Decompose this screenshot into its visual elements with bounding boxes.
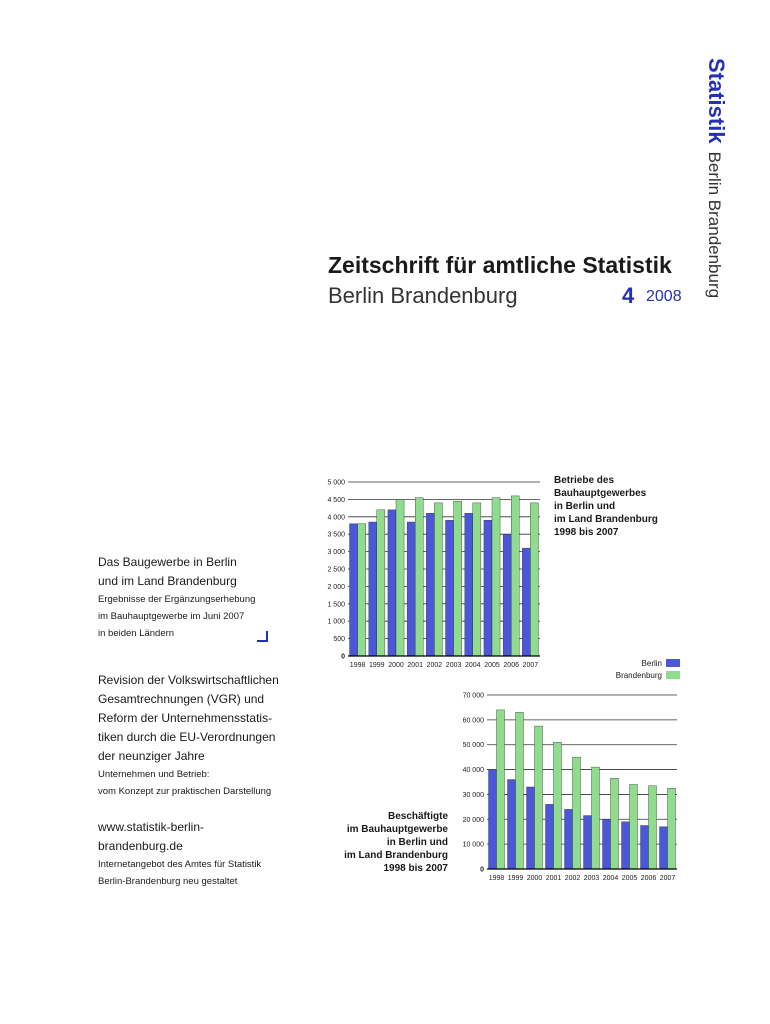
- bar-berlin: [584, 816, 592, 869]
- caption-line: im Land Brandenburg: [554, 514, 658, 525]
- toc-desc-line: vom Konzept zur praktischen Darstellung: [98, 786, 272, 797]
- bar-berlin: [660, 827, 668, 869]
- toc-title-line: brandenburg.de: [98, 839, 183, 853]
- y-tick-label: 60 000: [462, 717, 484, 725]
- bar-brandenburg: [434, 503, 442, 656]
- bar-brandenburg: [492, 498, 500, 656]
- toc-item-baugewerbe[interactable]: [98, 553, 255, 642]
- y-tick-label: 2 500: [327, 566, 345, 574]
- x-tick-label: 2002: [426, 662, 443, 669]
- bar-brandenburg: [535, 726, 543, 869]
- bar-berlin: [641, 826, 649, 870]
- toc-title: [98, 553, 255, 591]
- bar-brandenburg: [511, 496, 519, 656]
- chart-betriebe: [320, 472, 550, 672]
- x-tick-label: 2004: [602, 875, 619, 882]
- y-tick-label: 2 000: [327, 583, 345, 591]
- x-tick-label: 2001: [407, 662, 423, 669]
- x-tick-label: 1999: [507, 875, 524, 882]
- y-tick-label: 40 000: [462, 767, 484, 775]
- x-tick-label: 1999: [369, 662, 385, 669]
- y-tick-label: 500: [333, 636, 345, 644]
- toc-desc-line: in beiden Ländern: [98, 628, 175, 639]
- brand-main: Statistik: [704, 58, 729, 144]
- toc-desc-line: Berlin-Brandenburg neu gestaltet: [98, 876, 238, 887]
- bar-berlin: [603, 819, 611, 869]
- toc-title-line: und im Land Brandenburg: [98, 574, 237, 588]
- issue-year: 2008: [646, 288, 682, 305]
- x-tick-label: 2007: [659, 875, 676, 882]
- x-tick-label: 2005: [484, 662, 500, 669]
- x-tick-label: 2007: [522, 662, 539, 669]
- legend-swatch-berlin: [666, 659, 680, 667]
- bar-brandenburg: [592, 767, 600, 869]
- issue-number: 4: [622, 283, 635, 308]
- toc-title: [98, 671, 279, 766]
- caption-line: Beschäftigte: [387, 811, 448, 822]
- chart2-caption: [330, 810, 448, 875]
- corner-marker-icon: [257, 631, 268, 642]
- bar-berlin: [350, 524, 358, 656]
- bar-berlin: [565, 809, 573, 869]
- toc-item-website[interactable]: [98, 818, 261, 890]
- y-tick-label: 3 000: [327, 549, 345, 557]
- toc-desc-line: Unternehmen und Betrieb:: [98, 769, 210, 780]
- toc-desc-line: Internetangebot des Amtes für Statistik: [98, 859, 262, 870]
- bar-brandenburg: [473, 503, 481, 656]
- toc-item-vgr[interactable]: [98, 671, 279, 800]
- caption-line: in Berlin und: [386, 837, 448, 848]
- x-tick-label: 2002: [564, 875, 581, 882]
- x-tick-label: 2004: [465, 662, 481, 669]
- bar-brandenburg: [396, 499, 404, 656]
- toc-title-line: www.statistik-berlin-: [98, 820, 205, 834]
- chart-beschaeftigte: [455, 686, 687, 886]
- x-tick-label: 2000: [388, 662, 404, 669]
- bar-brandenburg: [415, 498, 423, 656]
- toc-title-line: tiken durch die EU-Verordnungen: [98, 730, 276, 744]
- toc-desc-line: Ergebnisse der Ergänzungserhebung: [98, 594, 256, 605]
- bar-brandenburg: [516, 712, 524, 869]
- x-tick-label: 2000: [526, 875, 543, 882]
- legend-label: Berlin: [641, 658, 662, 668]
- chart-legend: [590, 657, 680, 681]
- caption-line: Betriebe des: [554, 475, 615, 486]
- legend-item-berlin: [590, 657, 680, 669]
- caption-line: im Land Brandenburg: [344, 850, 448, 861]
- y-tick-label: 20 000: [462, 816, 484, 824]
- toc-desc: [98, 766, 279, 800]
- journal-subtitle: Berlin Brandenburg: [328, 283, 518, 308]
- bar-brandenburg: [668, 788, 676, 869]
- x-tick-label: 2001: [545, 875, 562, 882]
- bar-berlin: [527, 787, 535, 869]
- y-tick-label: 50 000: [462, 742, 484, 750]
- caption-line: 1998 bis 2007: [383, 863, 448, 874]
- toc-title: [98, 818, 261, 856]
- bar-brandenburg: [530, 503, 538, 656]
- y-tick-label: 5 000: [327, 479, 345, 487]
- toc-title-line: Reform der Unternehmensstatis-: [98, 711, 273, 725]
- legend-label: Brandenburg: [615, 670, 662, 680]
- bar-brandenburg: [630, 784, 638, 869]
- bar-berlin: [489, 770, 497, 869]
- bar-berlin: [508, 780, 516, 869]
- bar-berlin: [388, 510, 396, 656]
- bar-berlin: [546, 804, 554, 869]
- y-tick-label: 1 000: [327, 618, 345, 626]
- caption-line: im Bauhauptgewerbe: [346, 824, 448, 835]
- x-tick-label: 2003: [445, 662, 462, 669]
- caption-line: 1998 bis 2007: [554, 527, 619, 538]
- y-tick-label: 70 000: [462, 692, 484, 700]
- caption-line: Bauhauptgewerbes: [554, 488, 647, 499]
- y-tick-label: 4 000: [327, 514, 345, 522]
- toc-desc-line: im Bauhauptgewerbe im Juni 2007: [98, 611, 245, 622]
- bar-brandenburg: [454, 501, 462, 656]
- x-tick-label: 2003: [583, 875, 600, 882]
- legend-swatch-brandenburg: [666, 671, 680, 679]
- bar-brandenburg: [611, 778, 619, 869]
- bar-brandenburg: [573, 757, 581, 869]
- y-tick-label: 0: [341, 653, 345, 661]
- y-tick-label: 1 500: [327, 601, 345, 609]
- toc-title-line: Gesamtrechnungen (VGR) und: [98, 692, 265, 706]
- y-tick-label: 10 000: [462, 841, 484, 849]
- bar-brandenburg: [377, 510, 385, 656]
- bar-berlin: [426, 513, 434, 656]
- y-tick-label: 4 500: [327, 496, 345, 504]
- toc-title-line: der neunziger Jahre: [98, 749, 205, 763]
- bar-berlin: [369, 522, 377, 656]
- bar-berlin: [465, 513, 473, 656]
- bar-berlin: [446, 520, 454, 656]
- y-tick-label: 30 000: [462, 791, 484, 799]
- caption-line: in Berlin und: [554, 501, 616, 512]
- x-tick-label: 1998: [349, 662, 366, 669]
- x-tick-label: 2005: [621, 875, 638, 882]
- bar-berlin: [503, 534, 511, 656]
- y-tick-label: 0: [480, 866, 484, 874]
- x-tick-label: 1998: [488, 875, 505, 882]
- journal-title: Zeitschrift für amtliche Statistik: [328, 252, 672, 278]
- y-tick-label: 3 500: [327, 531, 345, 539]
- bar-brandenburg: [554, 742, 562, 869]
- bar-brandenburg: [358, 524, 366, 656]
- bar-berlin: [407, 522, 415, 656]
- x-tick-label: 2006: [503, 662, 519, 669]
- x-tick-label: 2006: [640, 875, 657, 882]
- brand-vertical: [701, 58, 729, 298]
- bar-brandenburg: [497, 710, 505, 869]
- toc-desc: [98, 856, 261, 890]
- brand-sub: Berlin Brandenburg: [705, 151, 724, 299]
- bar-berlin: [484, 520, 492, 656]
- bar-berlin: [522, 548, 530, 656]
- bar-brandenburg: [649, 786, 657, 869]
- toc-title-line: Das Baugewerbe in Berlin: [98, 555, 237, 569]
- toc-title-line: Revision der Volkswirtschaftlichen: [98, 673, 279, 687]
- toc-desc: [98, 591, 255, 642]
- chart1-caption: [554, 474, 658, 539]
- legend-item-brandenburg: [590, 669, 680, 681]
- bar-berlin: [622, 822, 630, 869]
